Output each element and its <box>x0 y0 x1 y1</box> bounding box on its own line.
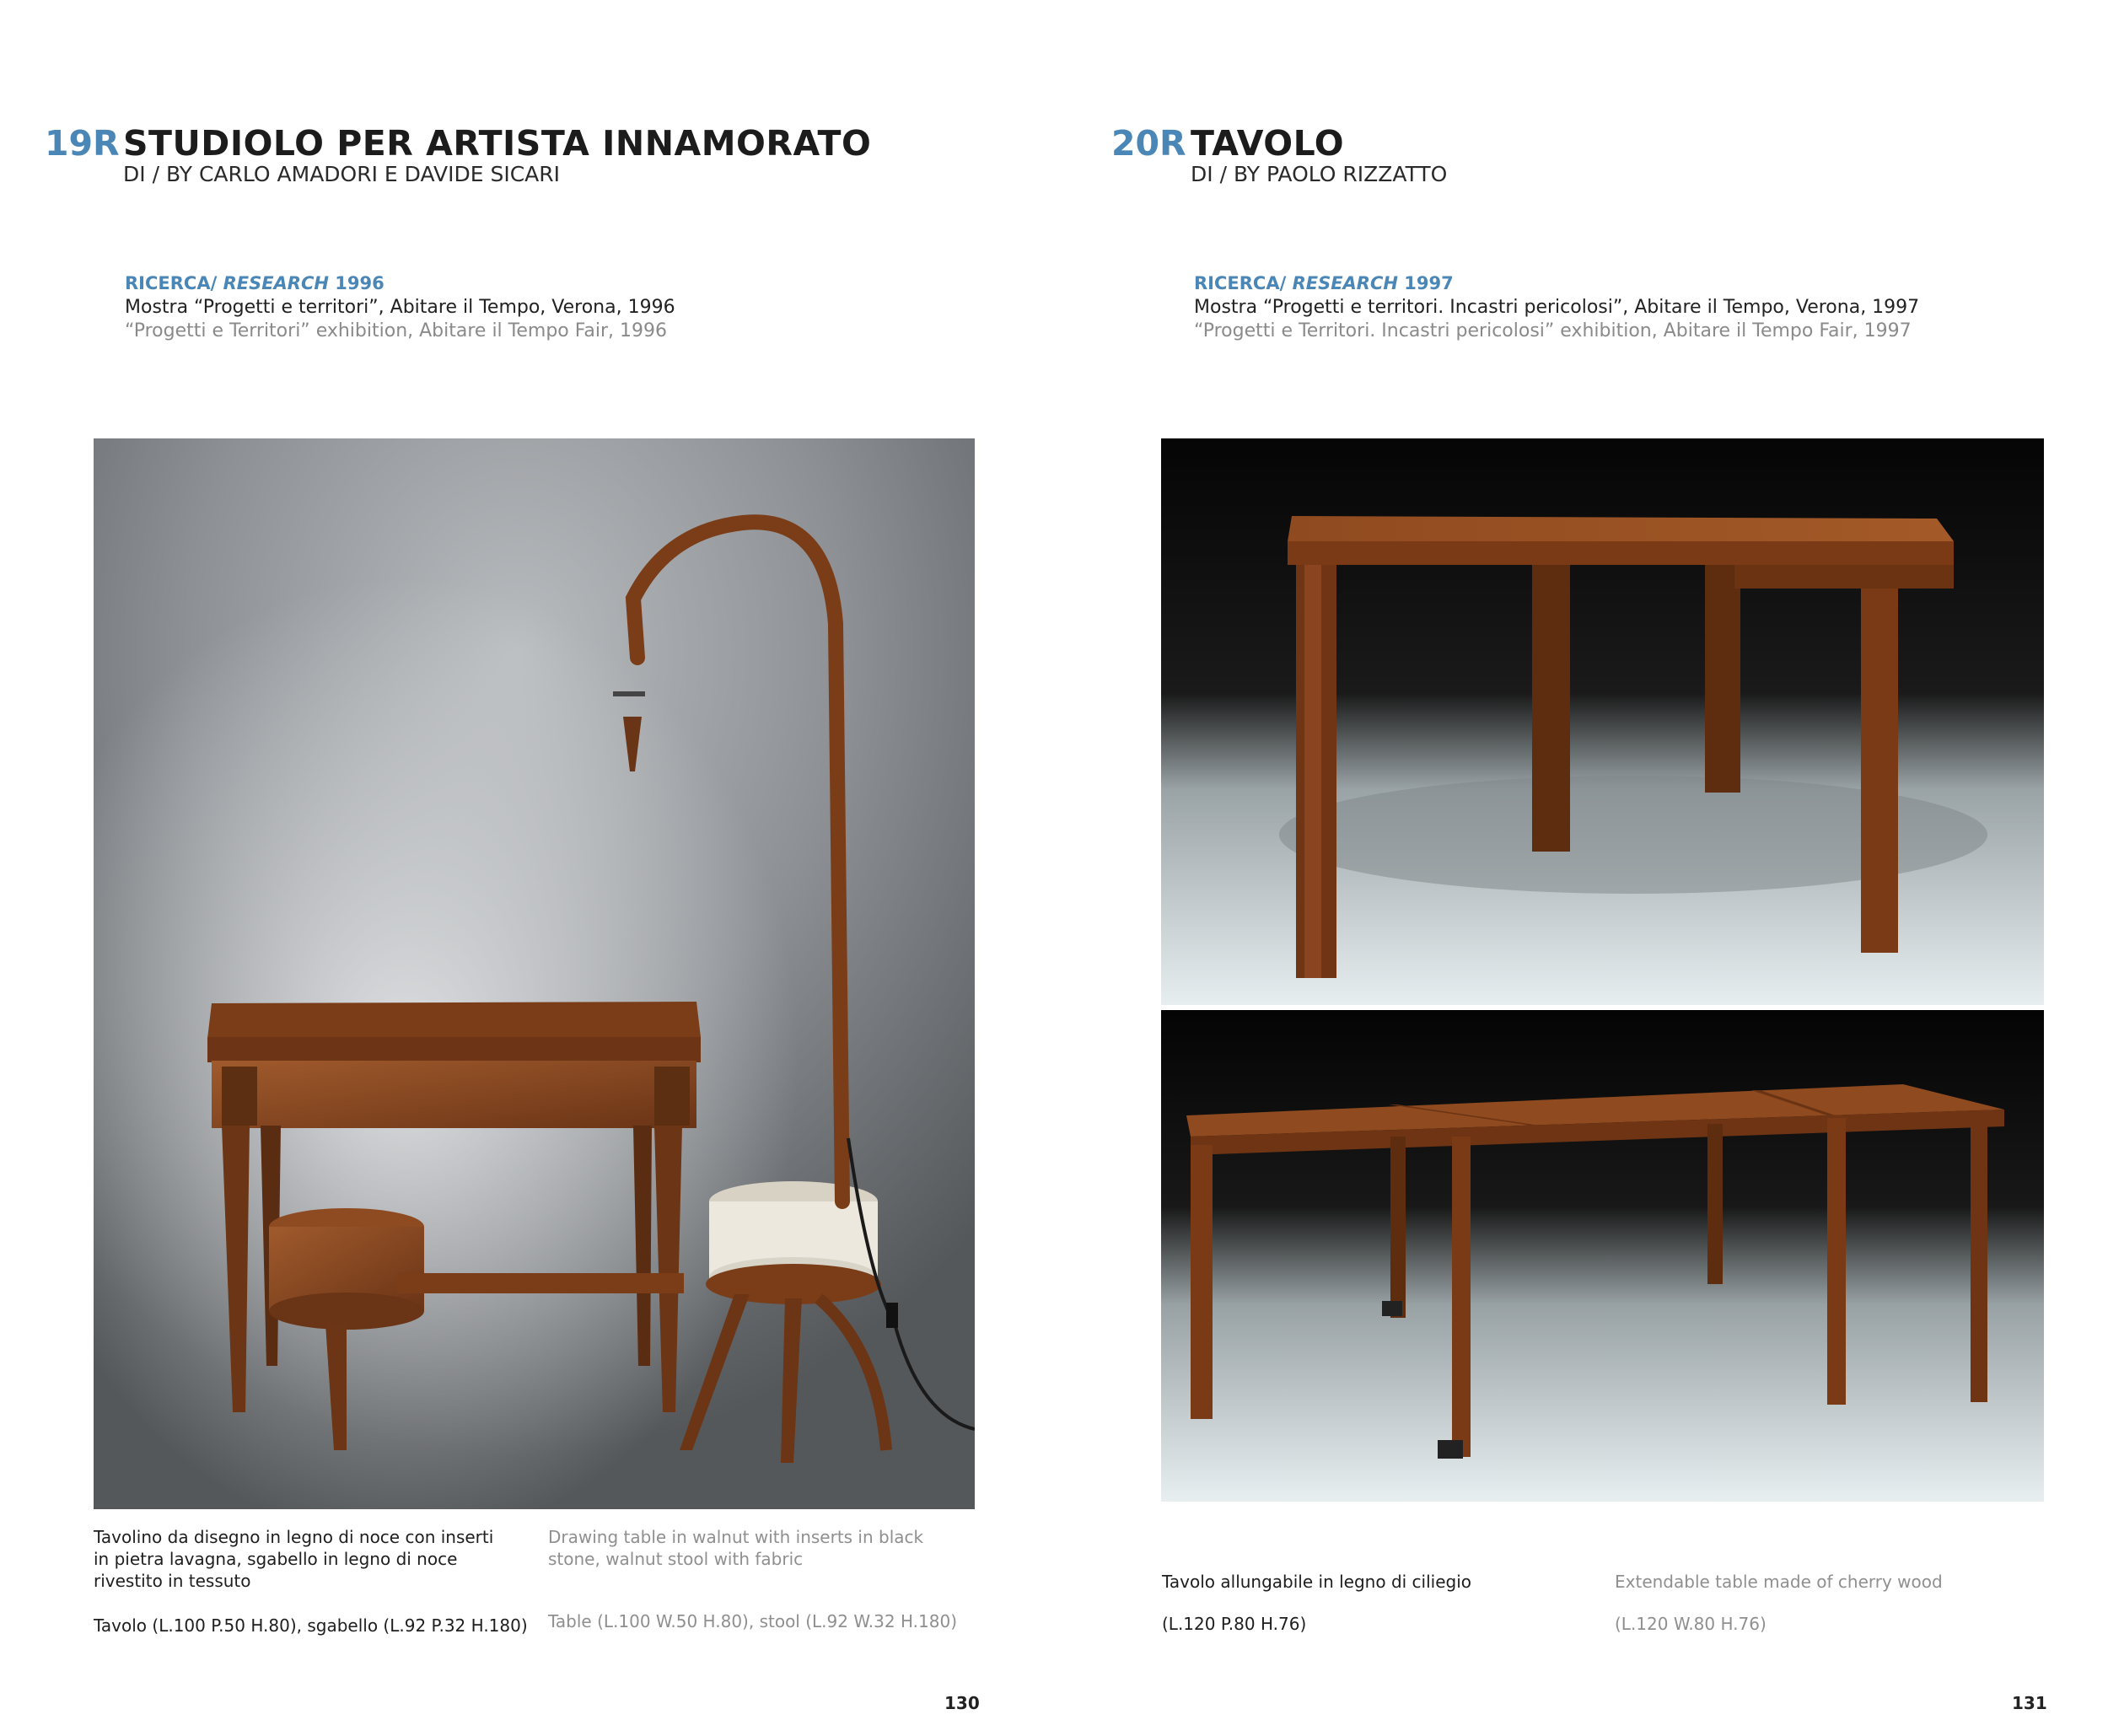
exhibition-it-left: Mostra “Progetti e territori”, Abitare il Tempo, Verona, 1996 <box>125 297 675 318</box>
research-heading-left <box>125 275 384 293</box>
item-title-tavolo: TAVOLO <box>1191 123 1345 164</box>
research-label: RICERCA/ <box>1194 273 1287 293</box>
caption-line: Drawing table in walnut with inserts in black <box>548 1527 924 1547</box>
caption-it-left <box>94 1526 532 1592</box>
item-title-studiolo: STUDIOLO PER ARTISTA INNAMORATO <box>123 123 872 164</box>
research-year: 1997 <box>1404 273 1454 293</box>
photo-studiolo <box>94 438 975 1509</box>
dimensions-en-left: Table (L.100 W.50 H.80), stool (L.92 W.32 H.180) <box>548 1611 957 1631</box>
dimensions-it-right: (L.120 P.80 H.76) <box>1162 1614 1307 1634</box>
dimensions-it-left: Tavolo (L.100 P.50 H.80), sgabello (L.92 P.32 H.180) <box>94 1615 528 1636</box>
photo-table-closed <box>1161 438 2044 1005</box>
exhibition-en-right: “Progetti e Territori. Incastri pericolosi” exhibition, Abitare il Tempo Fair, 1997 <box>1194 320 1912 341</box>
page-number-left: 130 <box>944 1693 980 1713</box>
research-label-en: RESEARCH <box>1292 273 1398 293</box>
caption-line: in pietra lavagna, sgabello in legno di noce <box>94 1549 458 1569</box>
exhibition-en-left: “Progetti e Territori” exhibition, Abitare il Tempo Fair, 1996 <box>125 320 667 341</box>
caption-it-right: Tavolo allungabile in legno di ciliegio <box>1162 1572 1472 1592</box>
research-label-en: RESEARCH <box>223 273 329 293</box>
item-byline-left: DI / BY CARLO AMADORI E DAVIDE SICARI <box>123 162 560 186</box>
research-label: RICERCA/ <box>125 273 218 293</box>
caption-en-right: Extendable table made of cherry wood <box>1615 1572 1943 1592</box>
caption-line: rivestito in tessuto <box>94 1571 251 1591</box>
caption-en-left <box>548 1526 970 1570</box>
exhibition-it-right: Mostra “Progetti e territori. Incastri pericolosi”, Abitare il Tempo, Verona, 1997 <box>1194 297 1920 318</box>
page-number-right: 131 <box>2012 1693 2047 1713</box>
research-year: 1996 <box>335 273 384 293</box>
item-code-19r: 19R <box>45 123 120 164</box>
photo-table-extended <box>1161 1010 2044 1502</box>
caption-line: Tavolino da disegno in legno di noce con inserti <box>94 1527 494 1547</box>
caption-line: stone, walnut stool with fabric <box>548 1549 804 1569</box>
item-code-20r: 20R <box>1111 123 1186 164</box>
item-byline-right: DI / BY PAOLO RIZZATTO <box>1191 162 1448 186</box>
dimensions-en-right: (L.120 W.80 H.76) <box>1615 1614 1767 1634</box>
research-heading-right <box>1194 275 1454 293</box>
